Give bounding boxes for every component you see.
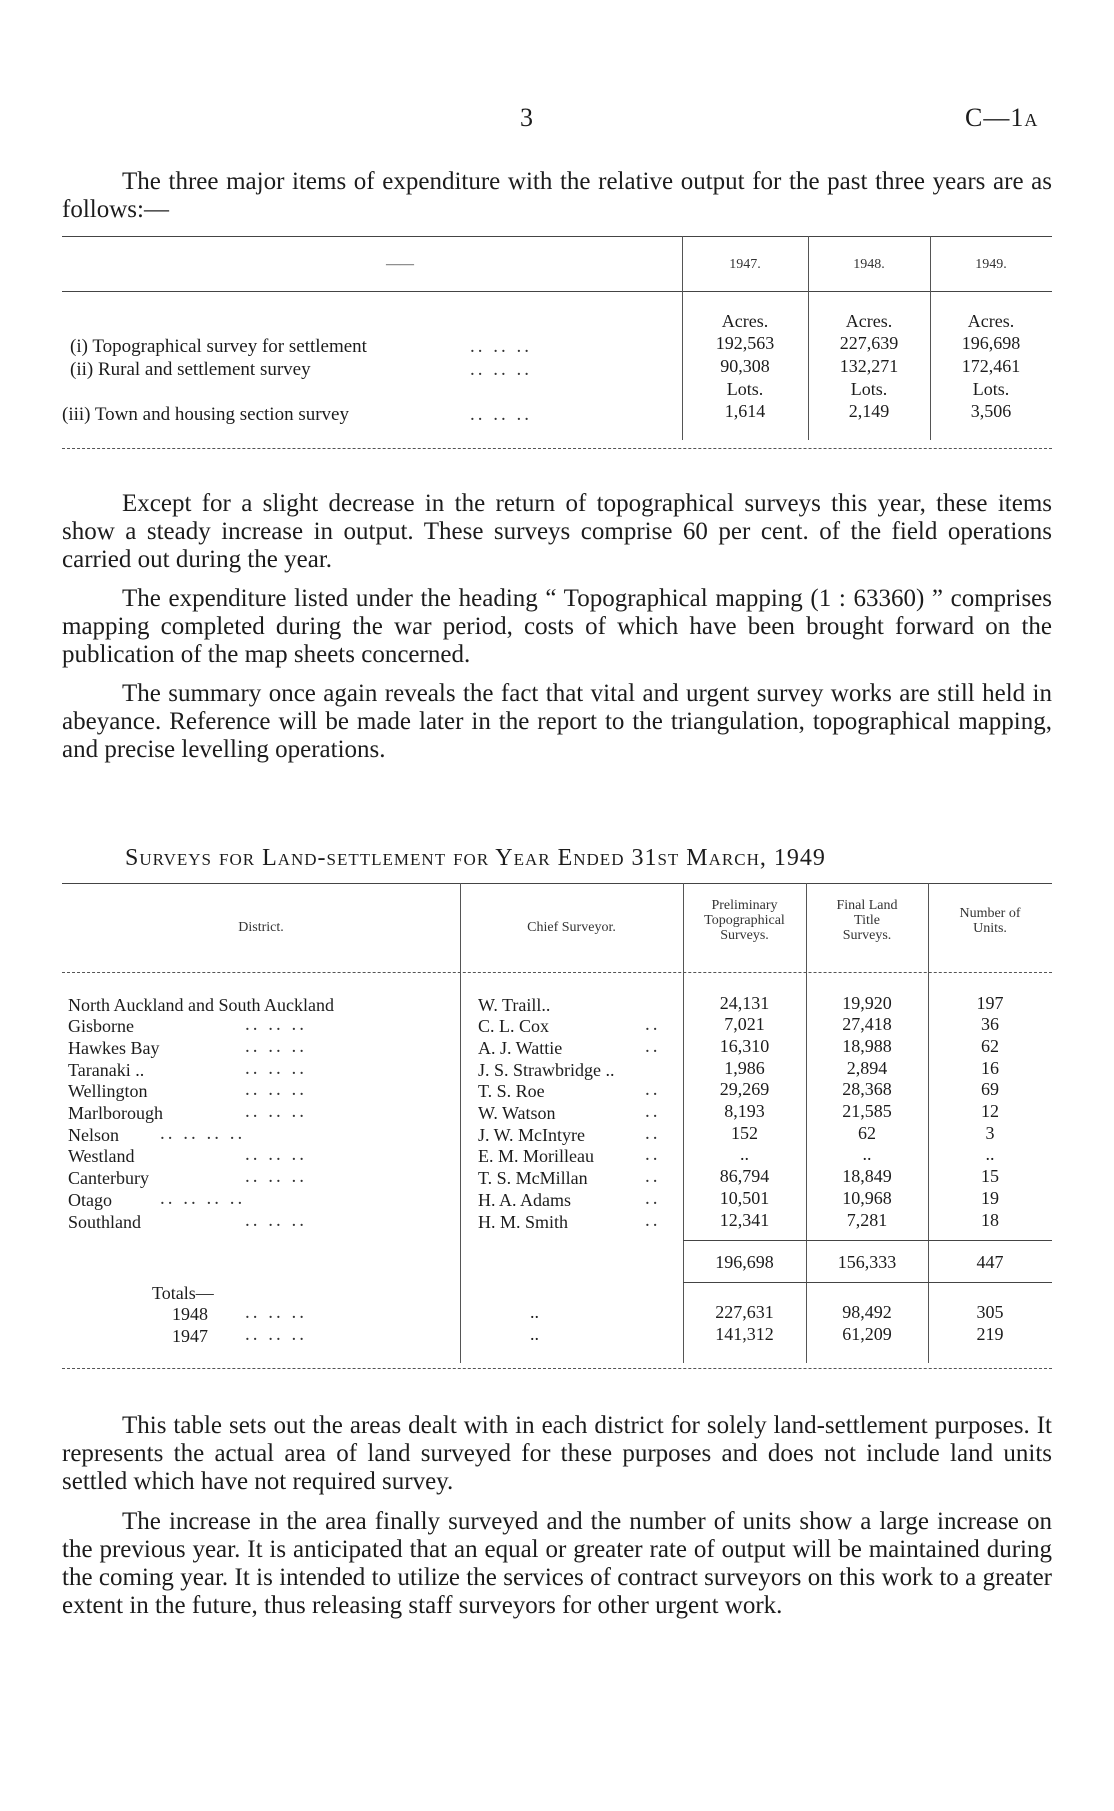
- prelim-cell: 16,310: [719, 1036, 770, 1056]
- chief-cell: H. M. Smith: [478, 1212, 569, 1232]
- chief-cell: E. M. Morilleau: [478, 1146, 594, 1166]
- dot-leader: .. .. .. ..: [160, 1123, 246, 1144]
- final-cell: 7,281: [846, 1210, 888, 1230]
- units-cell: ..: [985, 1144, 995, 1164]
- table1-row-label: (iii) Town and housing section survey: [62, 404, 349, 425]
- total-units: 447: [976, 1252, 1004, 1272]
- district-cell: Otago: [68, 1190, 112, 1210]
- chief-cell: W. Watson: [478, 1103, 556, 1123]
- dot-leader: .. .. ..: [245, 1324, 307, 1345]
- units-cell: 36: [981, 1014, 999, 1034]
- dot-leader: .. .. ..: [245, 1014, 307, 1035]
- caption-text: Surveys for Land-settlement for Year Ended 31st March, 1949: [125, 845, 826, 871]
- final-cell: 27,418: [842, 1014, 892, 1034]
- table-caption: [125, 845, 826, 872]
- table1-cell: 172,461: [961, 356, 1021, 376]
- final-header-line: Surveys.: [842, 928, 892, 943]
- chief-cell: T. S. Roe: [478, 1081, 545, 1101]
- chief-cell: T. S. McMillan: [478, 1168, 588, 1188]
- dot-leader: ..: [645, 1101, 661, 1122]
- prelim-cell: 29,269: [719, 1079, 770, 1099]
- district-cell: Hawkes Bay: [68, 1038, 160, 1058]
- table1-row-label: (i) Topographical survey for settlement: [70, 336, 367, 357]
- table1-cell: 1,614: [724, 401, 766, 421]
- units-cell: 19: [981, 1188, 999, 1208]
- closing-paragraph: The increase in the area finally surveyed and the number of units show a large increase on the previous year. It is anticipated that an equal or greater rate of output will be maintained during the coming year. It is intended to utilize the services of contract surveyors on this work to a greater extent in the future, thus releasing staff surveyors for other urgent work.: [62, 1508, 1052, 1619]
- table1-year-1949: 1949.: [975, 257, 1007, 272]
- prelim-cell: ..: [740, 1144, 749, 1164]
- document-code-suffix: A: [1024, 110, 1039, 130]
- prelim-cell: 86,794: [719, 1166, 770, 1186]
- final-header: [806, 898, 928, 943]
- district-cell: Marlborough: [68, 1103, 163, 1123]
- district-cell: Canterbury: [68, 1168, 149, 1188]
- dot-leader: .. .. ..: [245, 1036, 307, 1057]
- prelim-cell: 152: [731, 1123, 758, 1143]
- dot-leader: ..: [645, 1166, 661, 1187]
- dot-leader: .. .. ..: [470, 404, 532, 425]
- final-cell: 18,988: [842, 1036, 892, 1056]
- table1-unit-lots: Lots.: [726, 379, 764, 399]
- final-header-line: Title: [854, 913, 880, 928]
- totals-year: 1947: [172, 1326, 208, 1346]
- chief-surveyor-header: Chief Surveyor.: [527, 920, 616, 935]
- chief-cell: ..: [530, 1324, 539, 1344]
- district-cell: Nelson: [68, 1125, 119, 1145]
- document-code-main: C—1: [965, 103, 1025, 132]
- chief-cell: C. L. Cox: [478, 1016, 550, 1036]
- units-cell: 69: [981, 1079, 999, 1099]
- prelim-cell: 1,986: [724, 1058, 765, 1078]
- document-code: [965, 103, 1038, 133]
- prelim-cell: 227,631: [715, 1302, 774, 1322]
- dot-leader: .. .. ..: [245, 1144, 307, 1165]
- units-cell: 305: [976, 1302, 1004, 1322]
- dot-leader: .. .. ..: [470, 336, 532, 357]
- total-final: 156,333: [837, 1252, 897, 1272]
- prelim-cell: 8,193: [724, 1101, 765, 1121]
- table1-cell: 2,149: [848, 401, 890, 421]
- final-header-line: Final Land: [836, 898, 898, 913]
- dot-leader: .. .. ..: [245, 1166, 307, 1187]
- units-cell: 18: [981, 1210, 999, 1230]
- dot-leader: ..: [645, 1014, 661, 1035]
- final-cell: 21,585: [842, 1101, 892, 1121]
- units-header-line: Number of: [959, 906, 1021, 921]
- table1-cell: 132,271: [839, 356, 899, 376]
- final-cell: 28,368: [842, 1079, 892, 1099]
- table1-cell: 227,639: [839, 333, 899, 353]
- prelim-header-line: Preliminary: [711, 898, 778, 913]
- units-cell: 3: [985, 1123, 995, 1143]
- final-cell: 62: [858, 1123, 876, 1143]
- final-cell: 10,968: [842, 1188, 892, 1208]
- dot-leader: .. .. ..: [245, 1101, 307, 1122]
- chief-cell: A. J. Wattie: [478, 1038, 563, 1058]
- body-paragraph: Except for a slight decrease in the return of topographical surveys this year, these items show a steady increase in output. These surveys comprise 60 per cent. of the field operations carried out during the year.: [62, 490, 1052, 573]
- units-cell: 16: [981, 1058, 999, 1078]
- units-cell: 15: [981, 1166, 999, 1186]
- units-header: [928, 906, 1052, 936]
- final-cell: ..: [862, 1144, 872, 1164]
- table1-year-1947: 1947.: [729, 257, 761, 272]
- totals-label: Totals—: [152, 1283, 214, 1303]
- table1-row-label: (ii) Rural and settlement survey: [70, 359, 311, 380]
- district-cell: North Auckland and South Auckland: [68, 995, 334, 1015]
- dot-leader: .. .. ..: [245, 1210, 307, 1231]
- final-cell: 61,209: [842, 1324, 892, 1344]
- intro-paragraph: The three major items of expenditure with the relative output for the past three years are as follows:—: [62, 168, 1052, 223]
- chief-cell: J. S. Strawbridge ..: [478, 1060, 615, 1080]
- final-cell: 98,492: [842, 1302, 892, 1322]
- prelim-header: [683, 898, 806, 943]
- total-prelim: 196,698: [715, 1252, 774, 1272]
- totals-year: 1948: [172, 1304, 208, 1324]
- table1-unit-lots: Lots.: [850, 379, 888, 399]
- chief-cell: J. W. McIntyre: [478, 1125, 585, 1145]
- units-header-line: Units.: [973, 921, 1007, 936]
- table1-cell: 90,308: [720, 356, 770, 376]
- dot-leader: .. .. ..: [245, 1302, 307, 1323]
- table1-cell: 3,506: [970, 401, 1012, 421]
- table1-unit-acres: Acres.: [967, 311, 1015, 331]
- dot-leader: .. .. ..: [245, 1079, 307, 1100]
- dot-leader: ..: [645, 1188, 661, 1209]
- final-cell: 18,849: [842, 1166, 892, 1186]
- dot-leader: ..: [645, 1210, 661, 1231]
- district-cell: Westland: [68, 1146, 135, 1166]
- prelim-header-line: Topographical: [704, 913, 785, 928]
- body-paragraph: The summary once again reveals the fact that vital and urgent survey works are still held in abeyance. Reference will be made later in the report to the triangulation, topographical mapping, and precise levelling operations.: [62, 680, 1052, 763]
- chief-cell: ..: [530, 1302, 539, 1322]
- district-cell: Taranaki ..: [68, 1060, 145, 1080]
- units-cell: 197: [976, 993, 1004, 1013]
- prelim-cell: 24,131: [719, 993, 770, 1013]
- dot-leader: .. .. ..: [470, 359, 532, 380]
- chief-cell: H. A. Adams: [478, 1190, 572, 1210]
- chief-cell: W. Traill..: [478, 995, 551, 1015]
- units-cell: 219: [976, 1324, 1004, 1344]
- table1-cell: 196,698: [961, 333, 1021, 353]
- table1-cell: 192,563: [715, 333, 775, 353]
- table1-unit-acres: Acres.: [721, 311, 769, 331]
- district-cell: Wellington: [68, 1081, 148, 1101]
- dot-leader: .. .. ..: [245, 1058, 307, 1079]
- final-cell: 19,920: [842, 993, 892, 1013]
- body-paragraph: The expenditure listed under the heading “ Topographical mapping (1 : 63360) ” comprises mapping completed during the war period, costs of which have been brought forward on the publication of the map sheets concerned.: [62, 585, 1052, 668]
- district-cell: Gisborne: [68, 1016, 134, 1036]
- dot-leader: ..: [645, 1036, 661, 1057]
- prelim-cell: 10,501: [719, 1188, 770, 1208]
- table1-unit-lots: Lots.: [972, 379, 1010, 399]
- dot-leader: ..: [645, 1079, 661, 1100]
- prelim-cell: 12,341: [719, 1210, 770, 1230]
- page-number: 3: [520, 103, 533, 132]
- prelim-header-line: Surveys.: [720, 928, 769, 943]
- dot-leader: ..: [645, 1123, 661, 1144]
- dot-leader: .. .. .. ..: [160, 1188, 246, 1209]
- prelim-cell: 141,312: [715, 1324, 774, 1344]
- table1-year-1948: 1948.: [853, 257, 885, 272]
- units-cell: 12: [981, 1101, 999, 1121]
- closing-paragraph: This table sets out the areas dealt with in each district for solely land-settlement purposes. It represents the actual area of land surveyed for these purposes and does not include land units settled which have not required survey.: [62, 1412, 1052, 1495]
- table1-blank-header: ——: [386, 257, 414, 272]
- district-cell: Southland: [68, 1212, 142, 1232]
- final-cell: 2,894: [846, 1058, 888, 1078]
- units-cell: 62: [981, 1036, 999, 1056]
- prelim-cell: 7,021: [724, 1014, 765, 1034]
- table1-unit-acres: Acres.: [845, 311, 893, 331]
- dot-leader: ..: [645, 1144, 661, 1165]
- district-header: District.: [238, 920, 284, 935]
